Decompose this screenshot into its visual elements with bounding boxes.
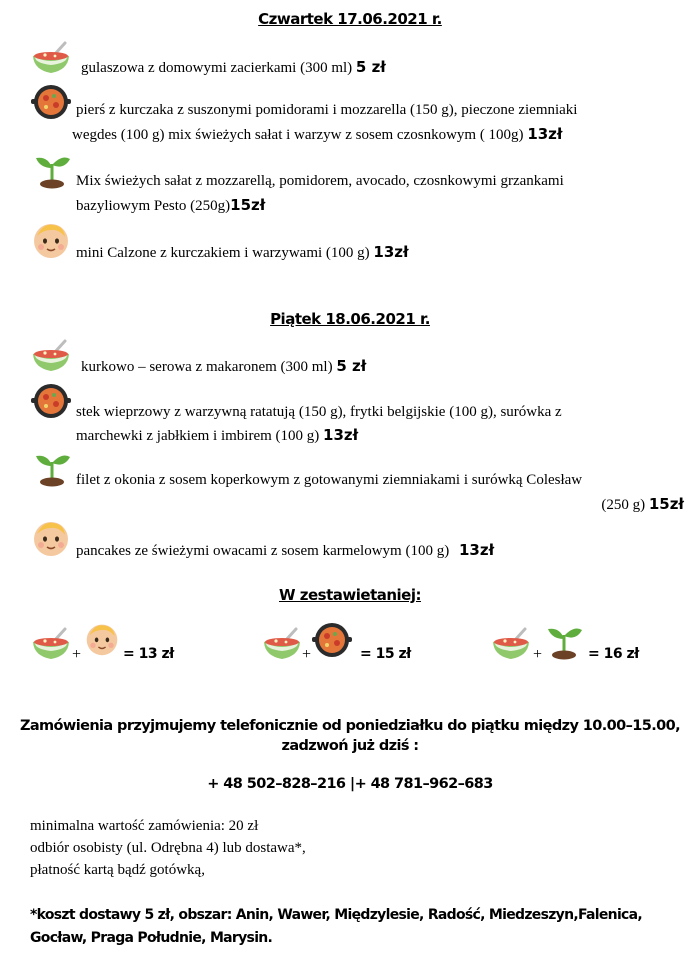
- note-payment: płatność kartą bądź gotówką,: [30, 862, 205, 878]
- item-price: 15zł: [230, 196, 266, 214]
- item-price: 15zł: [648, 495, 684, 513]
- day2-item3-line1: filet z okonia z sosem koperkowym z gotowanymi ziemniakami i surówką Colesław: [76, 472, 583, 488]
- item-price: 13zł: [323, 426, 359, 444]
- baby-face-icon: [84, 621, 120, 657]
- item-text: kurkowo – serowa z makaronem (300 ml): [81, 359, 333, 375]
- day2-item2-line1: stek wieprzowy z warzywną ratatują (150 g), frytki belgijskie (100 g), surówka z: [76, 404, 562, 420]
- soup-bowl-icon: [491, 626, 531, 662]
- soup-bowl-icon: [31, 40, 71, 76]
- soup-bowl-icon: [31, 626, 71, 662]
- delivery-area-line2: Gocław, Praga Południe, Marysin.: [30, 930, 273, 946]
- paella-pan-icon: [312, 620, 352, 660]
- baby-face-icon: [31, 220, 71, 260]
- order-info-line2: zadzwoń już dziś :: [281, 738, 419, 754]
- item-text: bazyliowym Pesto (250g): [76, 198, 231, 214]
- item-text: (250 g): [601, 497, 646, 513]
- note-min-order: minimalna wartość zamówienia: 20 zł: [30, 818, 259, 834]
- day1-item2-line2: [72, 122, 562, 147]
- day1-title: Czwartek 17.06.2021 r.: [258, 10, 442, 28]
- item-price: 13zł: [373, 243, 409, 261]
- paella-pan-icon: [31, 381, 71, 421]
- combos-title: W zestawietaniej:: [279, 586, 421, 604]
- item-text: pancakes ze świeżymi owacami z sosem karmelowym (100 g): [76, 543, 450, 559]
- seedling-icon: [544, 620, 584, 662]
- day1-item2-line1: pierś z kurczaka z suszonymi pomidorami i mozzarella (150 g), pieczone ziemniaki: [76, 102, 578, 118]
- order-info-line1: Zamówienia przyjmujemy telefonicznie od poniedziałku do piątku między 10.00–15.00,: [19, 718, 681, 734]
- day2-item1: [81, 354, 366, 379]
- paella-pan-icon: [31, 82, 71, 122]
- phone-numbers: + 48 502–828–216 |+ 48 781–962–683: [207, 776, 493, 792]
- day2-item3-line2: [601, 492, 684, 517]
- seedling-icon: [32, 448, 72, 488]
- item-price: 5 zł: [336, 357, 367, 375]
- plus-sign: +: [533, 646, 543, 663]
- item-text: mini Calzone z kurczakiem i warzywami (100 g): [76, 245, 370, 261]
- combo1-price: = 13 zł: [123, 646, 174, 662]
- item-text: marchewki z jabłkiem i imbirem (100 g): [76, 428, 320, 444]
- seedling-icon: [32, 150, 72, 190]
- combo2-price: = 15 zł: [360, 646, 411, 662]
- item-price: 5 zł: [355, 58, 386, 76]
- day1-item1: [81, 55, 386, 80]
- item-text: gulaszowa z domowymi zacierkami (300 ml): [81, 60, 353, 76]
- delivery-area-line1: *koszt dostawy 5 zł, obszar: Anin, Wawer, Międzylesie, Radość, Miedzeszyn,Falenica,: [30, 907, 643, 923]
- day2-item4: [76, 538, 494, 563]
- day2-title: Piątek 18.06.2021 r.: [270, 310, 430, 328]
- day1-item3-line2: [76, 193, 265, 218]
- item-text: wegdes (100 g) mix świeżych sałat i warzyw z sosem czosnkowym ( 100g): [72, 127, 524, 143]
- plus-sign: +: [72, 646, 82, 663]
- plus-sign: +: [302, 646, 312, 663]
- day1-item4: [76, 240, 409, 265]
- soup-bowl-icon: [31, 338, 71, 374]
- item-price: 13zł: [458, 541, 495, 559]
- soup-bowl-icon: [262, 626, 302, 662]
- day1-item3-line1: Mix świeżych sałat z mozzarellą, pomidorem, avocado, czosnkowymi grzankami: [76, 173, 564, 189]
- item-price: 13zł: [527, 125, 563, 143]
- day2-item2-line2: [76, 423, 358, 448]
- combo3-price: = 16 zł: [588, 646, 639, 662]
- note-pickup: odbiór osobisty (ul. Odrębna 4) lub dostawa*,: [30, 840, 306, 856]
- baby-face-icon: [31, 518, 71, 558]
